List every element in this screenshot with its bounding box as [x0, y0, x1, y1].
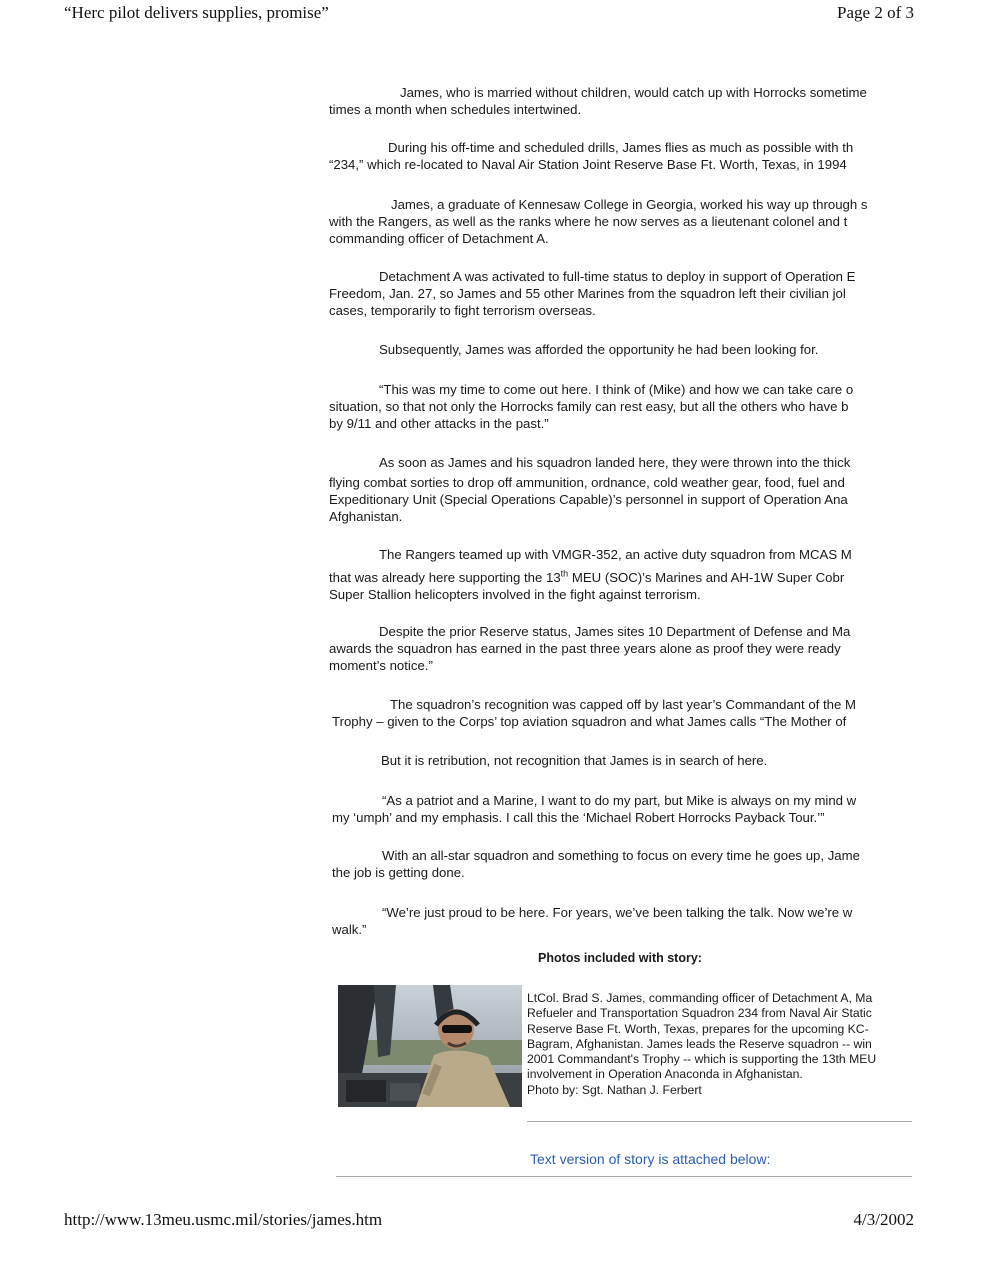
- paragraph-line: But it is retribution, not recognition that James is in search of here.: [381, 753, 768, 768]
- paragraph-line: my ‘umph’ and my emphasis. I call this the ‘Michael Robert Horrocks Payback Tour.’”: [332, 810, 825, 825]
- pilot-in-cockpit-image: [338, 985, 522, 1107]
- paragraph-line: Subsequently, James was afforded the opportunity he had been looking for.: [379, 342, 819, 357]
- paragraph: [329, 196, 911, 247]
- cockpit-photo: [338, 985, 522, 1107]
- paragraph-line: awards the squadron has earned in the past three years alone as proof they were ready: [329, 641, 841, 656]
- divider: [336, 1176, 912, 1177]
- paragraph: [329, 139, 911, 173]
- paragraph-line: cases, temporarily to fight terrorism overseas.: [329, 303, 596, 318]
- paragraph-line: Expeditionary Unit (Special Operations Capable)’s personnel in support of Operation Ana: [329, 492, 848, 507]
- paragraph-line: the job is getting done.: [332, 865, 465, 880]
- paragraph-line: James, a graduate of Kennesaw College in Georgia, worked his way up through s: [391, 197, 868, 212]
- paragraph-line: The Rangers teamed up with VMGR-352, an active duty squadron from MCAS M: [379, 547, 852, 562]
- paragraph: [329, 381, 911, 432]
- paragraph-line: moment’s notice.”: [329, 658, 433, 673]
- photos-heading: Photos included with story:: [538, 951, 702, 965]
- paragraph: [329, 546, 911, 603]
- paragraph-line: As soon as James and his squadron landed here, they were thrown into the thick: [379, 455, 851, 470]
- paragraph-line: commanding officer of Detachment A.: [329, 231, 549, 246]
- paragraph-line-segment: that was already here supporting the 13th MEU (SOC)’s Marines and AH-1W Super Cobr: [329, 569, 845, 586]
- paragraph-line: Afghanistan.: [329, 509, 403, 524]
- paragraph: [329, 752, 911, 769]
- text-version-link[interactable]: Text version of story is attached below:: [530, 1151, 771, 1167]
- document-title: “Herc pilot delivers supplies, promise”: [64, 3, 329, 22]
- paragraph-line: [329, 566, 911, 586]
- paragraph-line: James, who is married without children, would catch up with Horrocks sometime: [400, 85, 867, 100]
- paragraph-line: by 9/11 and other attacks in the past.”: [329, 416, 549, 431]
- paragraph: [332, 847, 911, 881]
- paragraph: [329, 623, 911, 674]
- paragraph: [329, 84, 911, 118]
- photo-caption: [527, 991, 913, 1098]
- caption-line: Photo by: Sgt. Nathan J. Ferbert: [527, 1082, 702, 1097]
- caption-line: 2001 Commandant's Trophy -- which is supporting the 13th MEU: [527, 1052, 877, 1067]
- caption-line: Bagram, Afghanistan. James leads the Reserve squadron -- win: [527, 1036, 872, 1051]
- paragraph-line: walk.”: [332, 922, 367, 937]
- caption-line: Refueler and Transportation Squadron 234 from Naval Air Static: [527, 1006, 872, 1021]
- paragraph-line: times a month when schedules intertwined.: [329, 102, 582, 117]
- paragraph-line: “As a patriot and a Marine, I want to do my part, but Mike is always on my mind w: [382, 793, 857, 808]
- paragraph-line: Freedom, Jan. 27, so James and 55 other Marines from the squadron left their civilian jol: [329, 286, 846, 301]
- paragraph-line: situation, so that not only the Horrocks family can rest easy, but all the others who have b: [329, 399, 849, 414]
- ordinal-suffix: th: [560, 569, 569, 579]
- page-number: Page 2 of 3: [837, 3, 914, 22]
- paragraph-line: “234,” which re-located to Naval Air Station Joint Reserve Base Ft. Worth, Texas, in 1994: [329, 157, 847, 172]
- caption-line: Reserve Base Ft. Worth, Texas, prepares for the upcoming KC-: [527, 1021, 869, 1036]
- paragraph-line: Detachment A was activated to full-time status to deploy in support of Operation E: [379, 269, 856, 284]
- paragraph-line: Despite the prior Reserve status, James sites 10 Department of Defense and Ma: [379, 624, 851, 639]
- paragraph-line: The squadron’s recognition was capped off by last year’s Commandant of the M: [390, 697, 856, 712]
- paragraph-line: with the Rangers, as well as the ranks where he now serves as a lieutenant colonel and t: [329, 214, 848, 229]
- paragraph-line: Trophy – given to the Corps’ top aviation squadron and what James calls “The Mother of: [332, 714, 847, 729]
- paragraph-line: “This was my time to come out here. I think of (Mike) and how we can take care o: [379, 382, 854, 397]
- paragraph: [332, 696, 911, 730]
- page-url: http://www.13meu.usmc.mil/stories/james.htm: [64, 1210, 383, 1229]
- paragraph-line: Super Stallion helicopters involved in the fight against terrorism.: [329, 587, 701, 603]
- paragraph-line: “We’re just proud to be here. For years, we’ve been talking the talk. Now we’re w: [382, 905, 853, 920]
- paragraph: [329, 454, 911, 525]
- divider: [527, 1121, 912, 1122]
- paragraph: [329, 268, 911, 319]
- paragraph-line: With an all-star squadron and something to focus on every time he goes up, Jame: [382, 848, 860, 863]
- paragraph: [332, 792, 911, 826]
- paragraph: [329, 341, 911, 358]
- print-date: 4/3/2002: [853, 1210, 914, 1229]
- paragraph-line: During his off-time and scheduled drills, James flies as much as possible with th: [388, 140, 854, 155]
- paragraph: [332, 904, 911, 938]
- caption-line: involvement in Operation Anaconda in Afghanistan.: [527, 1067, 803, 1082]
- caption-line: LtCol. Brad S. James, commanding officer of Detachment A, Ma: [527, 991, 873, 1005]
- paragraph-line: flying combat sorties to drop off ammunition, ordnance, cold weather gear, food, fuel and: [329, 475, 845, 490]
